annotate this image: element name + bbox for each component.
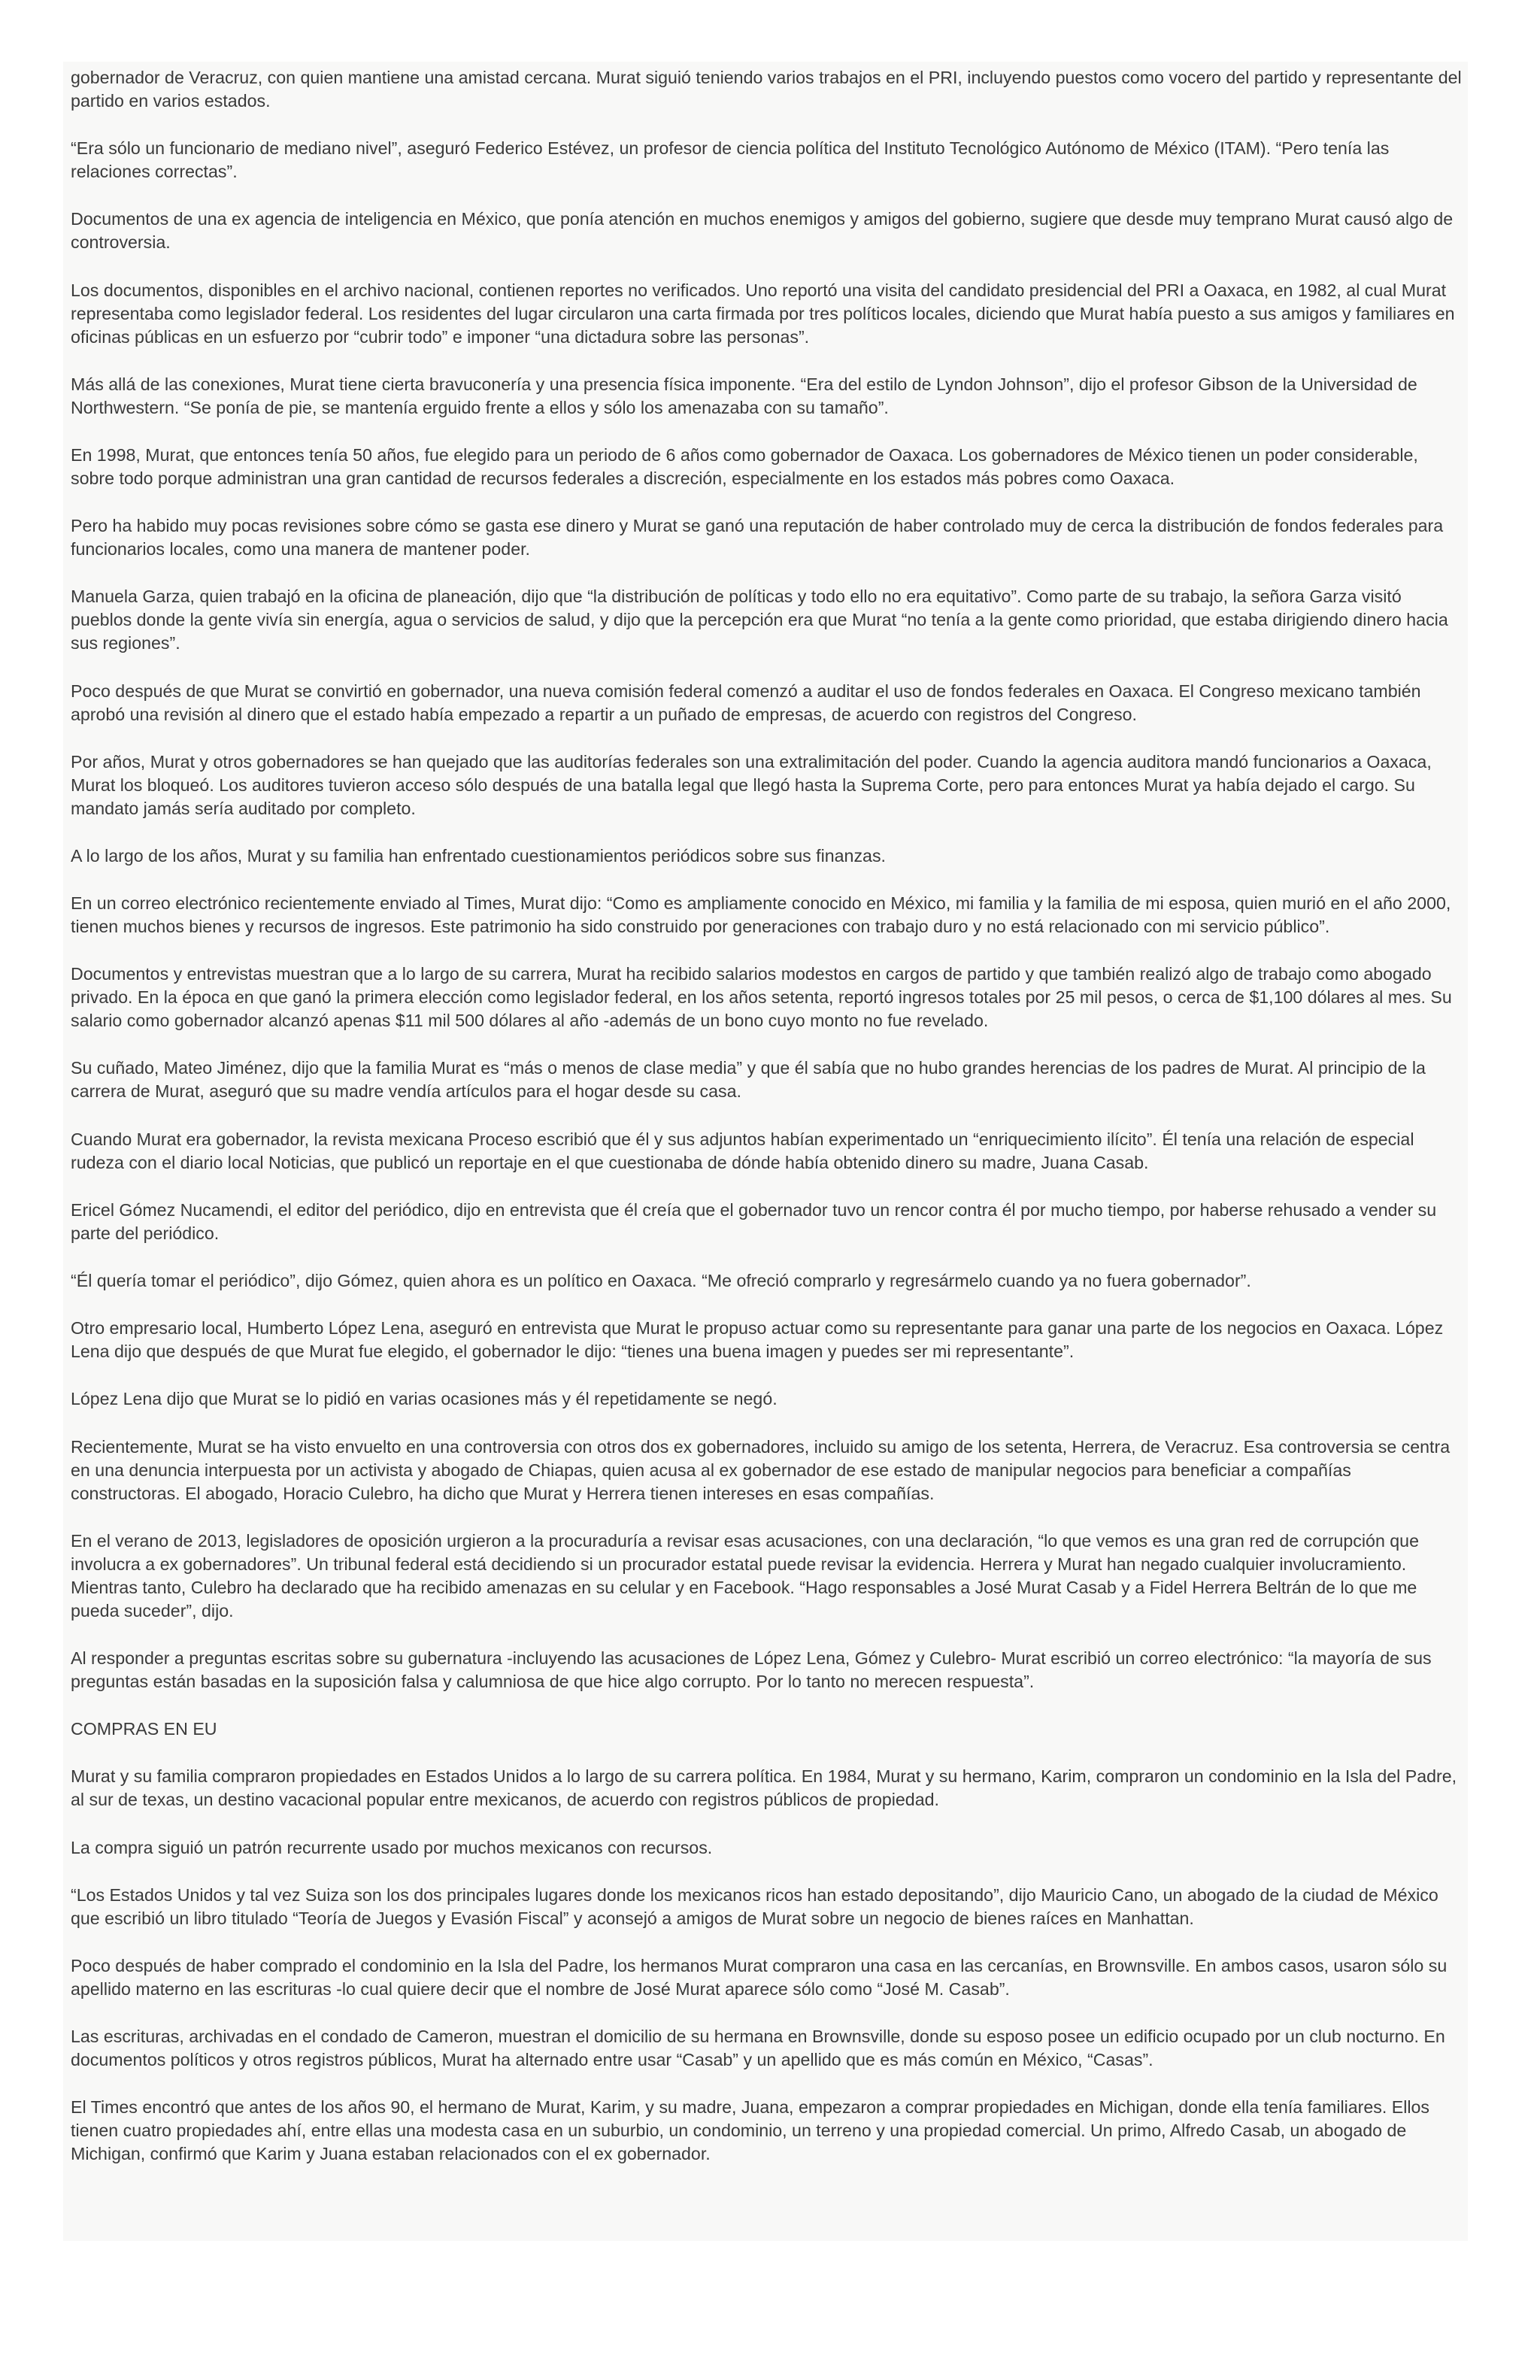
article-paragraph: Más allá de las conexiones, Murat tiene cierta bravuconería y una presencia física imponente. “Era del estilo de Lyndon Johnson”, dijo el profesor Gibson de la Universidad de Northwestern. “Se ponía de pie, se mantenía erguido frente a ellos y sólo los amenazaba con su tamaño”. xyxy=(71,374,1417,417)
article-paragraph: Las escrituras, archivadas en el condado de Cameron, muestran el domicilio de su hermana en Brownsville, donde su esposo posee un edificio ocupado por un club nocturno. En documentos políticos y otros registros públicos, Murat ha alternado entre usar “Casab” y un apellido que es más común en México, “Casas”. xyxy=(71,2027,1445,2070)
article-paragraph: Por años, Murat y otros gobernadores se han quejado que las auditorías federales son una extralimitación del poder. Cuando la agencia auditora mandó funcionarios a Oaxaca, Murat los bloqueó. Los auditores tuvieron acceso sólo después de una batalla legal que llegó hasta la Suprema Corte, pero para entonces Murat ya había dejado el cargo. Su mandato jamás sería auditado por completo. xyxy=(71,751,1432,818)
article-paragraph: Los documentos, disponibles en el archivo nacional, contienen reportes no verificados. Uno reportó una visita del candidato presidencial del PRI a Oaxaca, en 1982, al cual Murat representaba como legislador federal. Los residentes del lugar circularon una carta firmada por tres políticos locales, diciendo que Murat había puesto a sus amigos y familiares en oficinas públicas en un esfuerzo por “cubrir todo” e imponer “una dictadura sobre las personas”. xyxy=(71,280,1455,347)
article-paragraph: A lo largo de los años, Murat y su familia han enfrentado cuestionamientos periódicos sobre sus finanzas. xyxy=(71,845,886,866)
article-paragraph: “Era sólo un funcionario de mediano nivel”, aseguró Federico Estévez, un profesor de ciencia política del Instituto Tecnológico Autónomo de México (ITAM). “Pero tenía las relaciones correctas”. xyxy=(71,138,1390,182)
article-paragraph: Otro empresario local, Humberto López Lena, aseguró en entrevista que Murat le propuso actuar como su representante para ganar una parte de los negocios en Oaxaca. López Lena dijo que después de que Murat fue elegido, el gobernador le dijo: “tienes una buena imagen y puedes ser mi representante”. xyxy=(71,1318,1444,1362)
article-paragraph: gobernador de Veracruz, con quien mantiene una amistad cercana. Murat siguió teniendo varios trabajos en el PRI, incluyendo puestos como vocero del partido y representante del partido en varios estados. xyxy=(71,68,1462,111)
article-paragraph: La compra siguió un patrón recurrente usado por muchos mexicanos con recursos. xyxy=(71,1837,713,1857)
article-body xyxy=(63,62,1468,2241)
article-paragraph: Cuando Murat era gobernador, la revista mexicana Proceso escribió que él y sus adjuntos habían experimentado un “enriquecimiento ilícito”. Él tenía una relación de especial rudeza con el diario local Noticias, que publicó un reportaje en el que cuestionaba de dónde había obtenido dinero su madre, Juana Casab. xyxy=(71,1129,1414,1172)
article-paragraph: Murat y su familia compraron propiedades en Estados Unidos a lo largo de su carrera política. En 1984, Murat y su hermano, Karim, compraron un condominio en la Isla del Padre, al sur de texas, un destino vacacional popular entre mexicanos, de acuerdo con registros públicos de propiedad. xyxy=(71,1766,1457,1810)
article-paragraph: En el verano de 2013, legisladores de oposición urgieron a la procuraduría a revisar esas acusaciones, con una declaración, “lo que vemos es una gran red de corrupción que involucra a ex gobernadores”. Un tribunal federal está decidiendo si un procurador estatal puede revisar la evidencia. Herrera y Murat han negado cualquier involucramiento. Mientras tanto, Culebro ha declarado que ha recibido amenazas en su celular y en Facebook. “Hago responsables a José Murat Casab y a Fidel Herrera Beltrán de lo que me pueda suceder”, dijo. xyxy=(71,1530,1419,1621)
article-paragraph: Ericel Gómez Nucamendi, el editor del periódico, dijo en entrevista que él creía que el gobernador tuvo un rencor contra él por mucho tiempo, por haberse rehusado a vender su parte del periódico. xyxy=(71,1199,1437,1243)
article-paragraph: Recientemente, Murat se ha visto envuelto en una controversia con otros dos ex gobernadores, incluido su amigo de los setenta, Herrera, de Veracruz. Esa controversia se centra en una denuncia interpuesta por un activista y abogado de Chiapas, quien acusa al ex gobernador de ese estado de manipular negocios para beneficiar a compañías constructoras. El abogado, Horacio Culebro, ha dicho que Murat y Herrera tienen intereses en esas compañías. xyxy=(71,1436,1451,1503)
article-paragraph: Su cuñado, Mateo Jiménez, dijo que la familia Murat es “más o menos de clase media” y que él sabía que no hubo grandes herencias de los padres de Murat. Al principio de la carrera de Murat, aseguró que su madre vendía artículos para el hogar desde su casa. xyxy=(71,1058,1426,1102)
article-paragraph: El Times encontró que antes de los años 90, el hermano de Murat, Karim, y su madre, Juana, empezaron a comprar propiedades en Michigan, donde ella tenía familiares. Ellos tienen cuatro propiedades ahí, entre ellas una modesta casa en un suburbio, un condominio, un terreno y una propiedad comercial. Un primo, Alfredo Casab, un abogado de Michigan, confirmó que Karim y Juana estaban relacionados con el ex gobernador. xyxy=(71,2097,1430,2164)
article-paragraph: Documentos de una ex agencia de inteligencia en México, que ponía atención en muchos enemigos y amigos del gobierno, sugiere que desde muy temprano Murat causó algo de controversia. xyxy=(71,209,1454,253)
article-paragraph: Poco después de haber comprado el condominio en la Isla del Padre, los hermanos Murat compraron una casa en las cercanías, en Brownsville. En ambos casos, usaron sólo su apellido materno en las escrituras -lo cual quiere decir que el nombre de José Murat aparece sólo como “José M. Casab”. xyxy=(71,1955,1448,1999)
article-paragraph: “Los Estados Unidos y tal vez Suiza son los dos principales lugares donde los mexicanos ricos han estado depositando”, dijo Mauricio Cano, un abogado de la ciudad de México que escribió un libro titulado “Teoría de Juegos y Evasión Fiscal” y aconsejó a amigos de Murat sobre un negocio de bienes raíces en Manhattan. xyxy=(71,1884,1438,1928)
article-paragraph: En 1998, Murat, que entonces tenía 50 años, fue elegido para un periodo de 6 años como gobernador de Oaxaca. Los gobernadores de México tienen un poder considerable, sobre todo porque administran una gran cantidad de recursos federales a discreción, especialmente en los estados más pobres como Oaxaca. xyxy=(71,444,1418,488)
article-paragraph: López Lena dijo que Murat se lo pidió en varias ocasiones más y él repetidamente se negó. xyxy=(71,1389,778,1409)
article-paragraph: Poco después de que Murat se convirtió en gobernador, una nueva comisión federal comenzó a auditar el uso de fondos federales en Oaxaca. El Congreso mexicano también aprobó una revisión al dinero que el estado había empezado a repartir a un puñado de empresas, de acuerdo con registros del Congreso. xyxy=(71,681,1421,724)
section-heading: COMPRAS EN EU xyxy=(71,1719,217,1739)
article-paragraph: Pero ha habido muy pocas revisiones sobre cómo se gasta ese dinero y Murat se ganó una reputación de haber controlado muy de cerca la distribución de fondos federales para funcionarios locales, como una manera de mantener poder. xyxy=(71,516,1444,559)
article-paragraph: Documentos y entrevistas muestran que a lo largo de su carrera, Murat ha recibido salarios modestos en cargos de partido y que también realizó algo de trabajo como abogado privado. En la época en que ganó la primera elección como legislador federal, en los años setenta, reportó ingresos totales por 25 mil pesos, o cerca de $1,100 dólares al mes. Su salario como gobernador alcanzó apenas $11 mil 500 dólares al año -además de un bono cuyo monto no fue revelado. xyxy=(71,964,1452,1031)
article-paragraph: Manuela Garza, quien trabajó en la oficina de planeación, dijo que “la distribución de políticas y todo ello no era equitativo”. Como parte de su trabajo, la señora Garza visitó pueblos donde la gente vivía sin energía, agua o servicios de salud, y dijo que la percepción era que Murat “no tenía a la gente como prioridad, que estaba dirigiendo dinero hacia sus regiones”. xyxy=(71,587,1448,653)
article-paragraph: “Él quería tomar el periódico”, dijo Gómez, quien ahora es un político en Oaxaca. “Me ofreció comprarlo y regresármelo cuando ya no fuera gobernador”. xyxy=(71,1271,1251,1290)
article-paragraph: Al responder a preguntas escritas sobre su gubernatura -incluyendo las acusaciones de López Lena, Gómez y Culebro- Murat escribió un correo electrónico: “la mayoría de sus preguntas están basadas en la suposición falsa y calumniosa de que hice algo corrupto. Por lo tanto no merecen respuesta”. xyxy=(71,1648,1432,1691)
article-paragraph: En un correo electrónico recientemente enviado al Times, Murat dijo: “Como es ampliamente conocido en México, mi familia y la familia de mi esposa, quien murió en el año 2000, tienen muchos bienes y recursos de ingresos. Este patrimonio ha sido construido por generaciones con trabajo duro y no está relacionado con mi servicio público”. xyxy=(71,893,1451,937)
